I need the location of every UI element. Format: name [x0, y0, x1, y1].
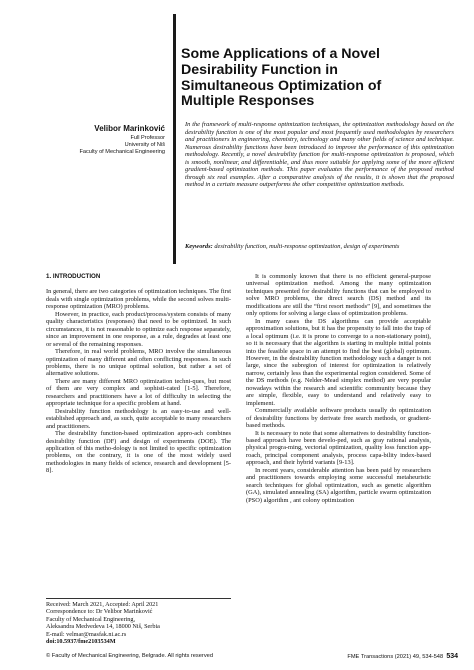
received-date: Received: March 2021, Accepted: April 2021	[46, 601, 159, 608]
paragraph: In recent years, considerable attention has been paid by researchers and practitioners towards employing some successful metaheuristic search techniques for global optimization, such as genetic algorithm (GA), simulated annealing (SA) algorithm, particle swarm optimization (PSO) algorithm , ant colony optimization	[246, 466, 431, 504]
paragraph: However, in practice, each product/process/system consists of many quality characteristics (responses) that need to be optimized. In such circumstances, it is not reasonable to optimize each response separately, since an improvement in one response, as a rule, degrades at least one or several of the remaining responses.	[46, 310, 231, 348]
copyright: © Faculty of Mechanical Engineering, Belgrade. All rights reserved	[46, 653, 214, 659]
footnote-divider	[46, 598, 231, 599]
keywords-text: desirability function, multi-response optimization, design of experiments	[214, 243, 400, 250]
correspondence-faculty: Faculty of Mechanical Engineering,	[46, 615, 135, 623]
author-faculty: Faculty of Mechanical Engineering	[79, 149, 165, 156]
doi: doi:10.5937/fme2103534M	[46, 638, 116, 646]
page-number: 534	[446, 653, 458, 660]
journal-info: FME Transactions (2021) 49, 534-548	[347, 654, 444, 660]
paragraph: There are many different MRO optimization techni-ques, but most of them are very complex and sophisti-cated [1-5]. Therefore, researchers and practitioners have a lot of difficulty in selecting the appropriate technique for a specific problem at hand.	[46, 377, 231, 408]
paragraph: In general, there are two categories of optimization techniques. The first deals with single optimization problems, while the second solves multi-response optimization (MRO) problems.	[46, 288, 231, 311]
paragraph: It is commonly known that there is no efficient general-purpose universal optimization method. Among the many optimization techniques presented for desirability functions that can be employed to solve MRO problems, the direct search (DS) method and its modifications are still the “first resort methods” [9], and sometimes the only options for solving a large class of optimization problems.	[246, 273, 431, 318]
title-line: Desirability Function in	[181, 61, 338, 78]
correspondence-address: Aleksandra Medvedeva 14, 18000 Niš, Serbia	[46, 623, 160, 631]
keywords	[185, 243, 454, 251]
paper-title	[181, 47, 451, 110]
left-column	[46, 273, 231, 475]
author-name: Velibor Marinković	[94, 124, 165, 133]
abstract: In the framework of multi-response optimization techniques, the optimization methodology based on the desirability function is one of the most popular and most frequently used methodologies by researchers and practitioners in engineering, chemistry, technology and many other fields of science and technique. Numerous desirability functions have been introduced to improve the performance of this optimization methodology. Recently, a novel desirability function for multi-response optimization is proposed, which is smooth, nonlinear, and differentiable, and thus more suitable for applying some of the more efficient gradient-based optimization methods. This paper evaluates the performance of the proposed method through six real examples. After a comparative analysis of the results, it is shown that the proposed method in a certain measure outperforms the other competitive optimization methods.	[185, 121, 454, 189]
right-column	[246, 273, 431, 504]
paragraph: It is necessary to note that some alternatives to desirability function-based approach have been develo-ped, such as gray rational analysis, physical progra-ming, vectorial optimization, quality loss function app-roach, principal component analysis, process capa-bility index-based approach, and their hybrid variants [9-13].	[246, 429, 431, 467]
author-university: University of Niš	[124, 142, 165, 149]
paragraph: Therefore, in real world problems, MRO involve the simultaneous optimization of many different and often conflicting responses. In such problems, there is no unique optimal solution, but rather a set of alternative solutions.	[46, 348, 231, 378]
keywords-label: Keywords:	[185, 243, 213, 250]
paragraph: In many cases the DS algorithms can provide acceptable approximation solutions, but it has the propensity to fall into the trap of a local optimum (i.e. it is prone to converge to a non-stationary point), so it is necessary that the algorithm is starting in multiple initial points into the feasible space in an attempt to find the best (global) optimum. However, in the desirability function methodology such a danger is not large, since the subregion of interest for optimization is relatively narrow, certainly less than the experimental region considered. Some of the DS methods (e.g. Nelder-Mead simplex method) are very popular nowadays within the research and scientific community because they are simple, flexible, easy to understand and relatively easy to implement.	[246, 317, 431, 407]
author-block	[20, 124, 165, 157]
title-line: Simultaneous Optimization of	[181, 77, 382, 94]
paragraph: Commercially available software products usually do optimization of desirability functions by derivate free search methods, or gradient-based methods.	[246, 407, 431, 430]
email: E-mail: velmar@masfak.ni.ac.rs	[46, 630, 127, 638]
vertical-rule	[173, 14, 176, 264]
footer-right	[347, 653, 458, 661]
footnote	[46, 601, 231, 645]
paragraph: The desirability function-based optimization appro-ach combines desirability function (DF) and design of experiments (DOE). The application of this metho-dology is not limited to specific optimization problems, on the contrary, it is one of the most widely used methodologies in many fields of science, research and development [5-8].	[46, 430, 231, 475]
paragraph: Desirability function methodology is an easy-to-use and well-established approach and, as such, quite acceptable to many researchers and practitioners.	[46, 407, 231, 430]
section-heading: 1. INTRODUCTION	[46, 273, 101, 280]
title-line: Multiple Responses	[181, 93, 315, 110]
author-position: Full Professor	[130, 135, 165, 141]
title-line: Some Applications of a Novel	[181, 46, 380, 62]
correspondence: Correspondence to: Dr Velibor Marinković	[46, 608, 153, 616]
